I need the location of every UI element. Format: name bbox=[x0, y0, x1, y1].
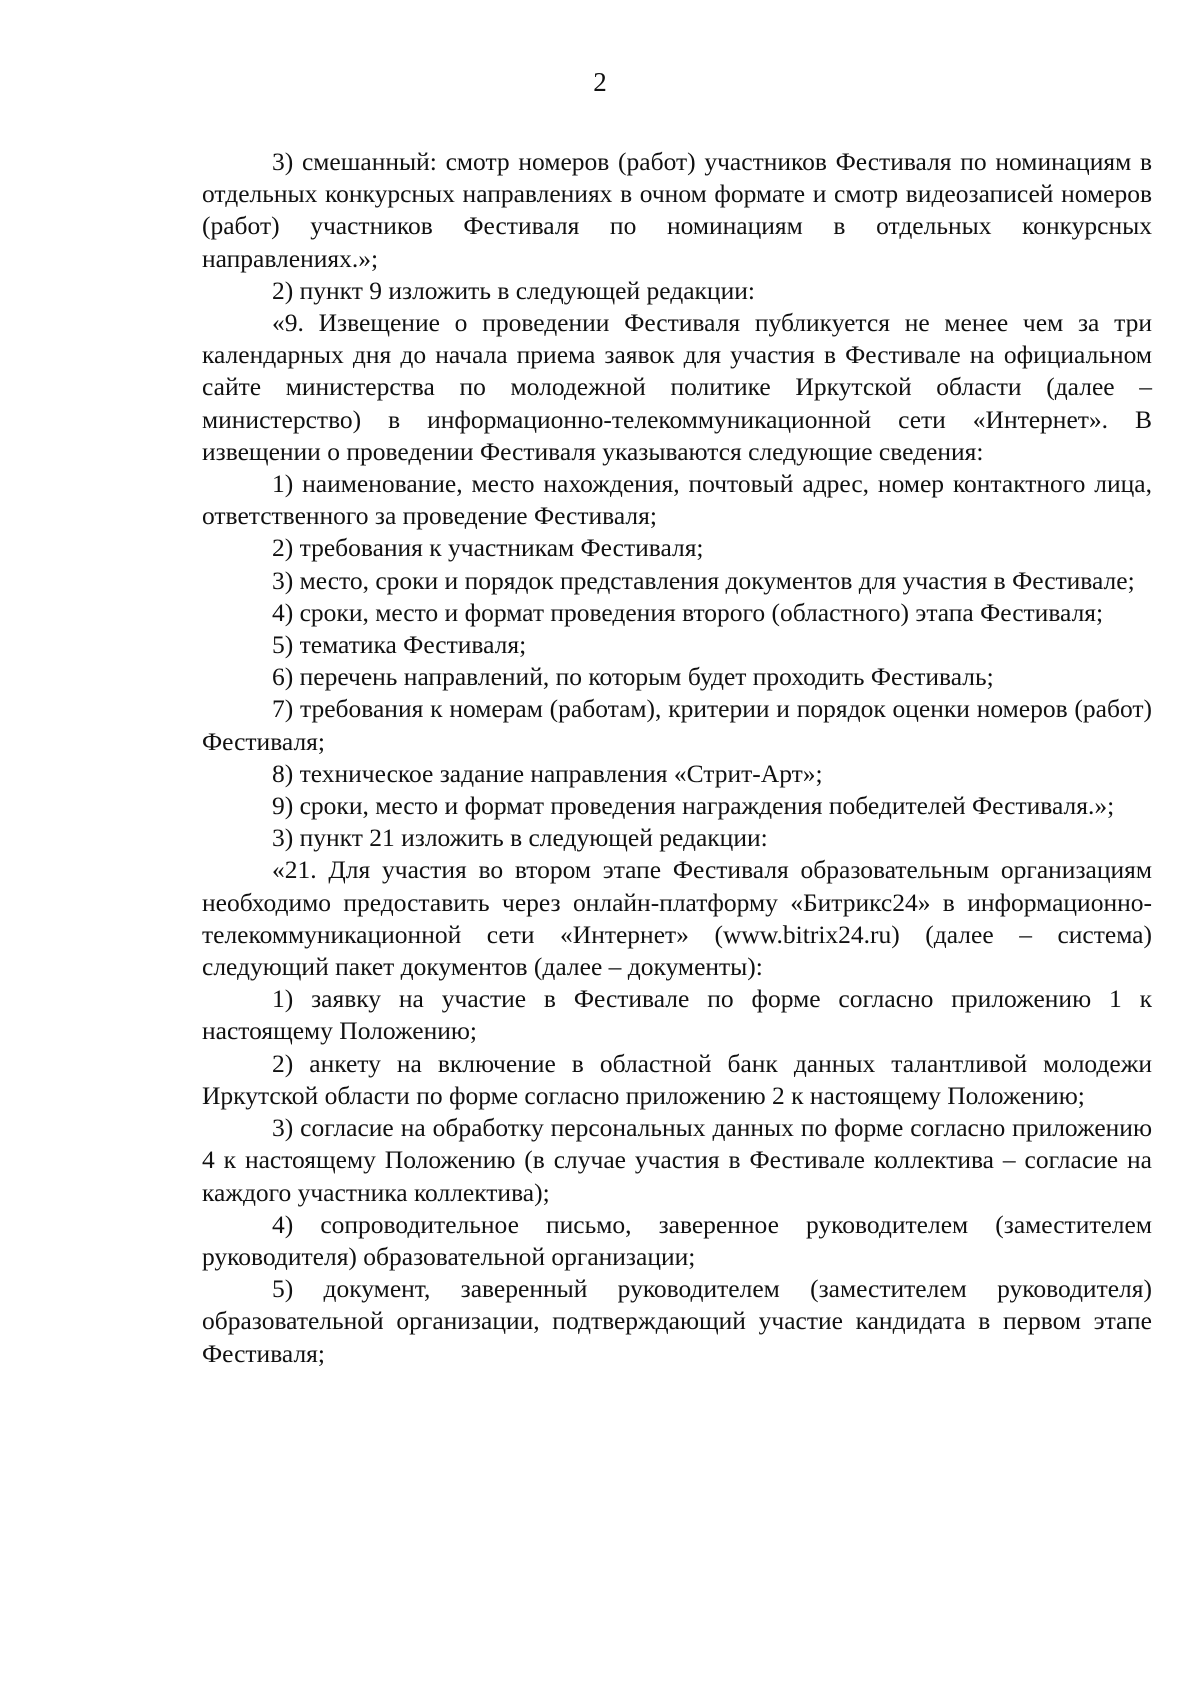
paragraph: 5) тематика Фестиваля; bbox=[272, 630, 527, 660]
paragraph: 5) документ, заверенный руководителем (заместителем руководителя) образовательной организации, подтверждающий участие кандидата в первом этапе Фестиваля; bbox=[202, 1274, 1152, 1368]
paragraph: 8) техническое задание направления «Стрит-Арт»; bbox=[272, 758, 823, 788]
page-number: 2 bbox=[593, 67, 607, 97]
paragraph: 2) требования к участникам Фестиваля; bbox=[272, 533, 704, 563]
paragraph: 3) пункт 21 изложить в следующей редакции: bbox=[272, 823, 768, 853]
paragraph: «21. Для участия во втором этапе Фестиваля образовательным организациям необходимо предоставить через онлайн-платформу «Битрикс24» в информационно-телекоммуникационной сети «Интернет» (www.bitrix24.ru) (далее – система) следующий пакет документов (далее – документы): bbox=[202, 855, 1152, 982]
paragraph: 6) перечень направлений, по которым будет проходить Фестиваль; bbox=[272, 662, 994, 692]
paragraph: 2) пункт 9 изложить в следующей редакции: bbox=[272, 275, 755, 305]
paragraph: 2) анкету на включение в областной банк данных талантливой молодежи Иркутской области по форме согласно приложению 2 к настоящему Положению; bbox=[202, 1048, 1152, 1110]
paragraph: 3) смешанный: смотр номеров (работ) участников Фестиваля по номинациям в отдельных конкурсных направлениях в очном формате и смотр видеозаписей номеров (работ) участников Фестиваля по номинациям в отдельных конкурсных направлениях.»; bbox=[202, 147, 1152, 273]
paragraph: 3) место, сроки и порядок представления документов для участия в Фестивале; bbox=[272, 565, 1135, 595]
paragraph: 9) сроки, место и формат проведения награждения победителей Фестиваля.»; bbox=[272, 791, 1115, 821]
paragraph: 3) согласие на обработку персональных данных по форме согласно приложению 4 к настоящему Положению (в случае участия в Фестивале коллектива – согласие на каждого участника коллектива); bbox=[202, 1113, 1152, 1207]
paragraph: 7) требования к номерам (работам), критерии и порядок оценки номеров (работ) Фестиваля; bbox=[202, 694, 1152, 756]
paragraph: 1) заявку на участие в Фестивале по форме согласно приложению 1 к настоящему Положению; bbox=[202, 984, 1152, 1046]
paragraph: 4) сроки, место и формат проведения второго (областного) этапа Фестиваля; bbox=[272, 597, 1104, 627]
paragraph: 4) сопроводительное письмо, заверенное руководителем (заместителем руководителя) образовательной организации; bbox=[202, 1209, 1152, 1271]
paragraph: «9. Извещение о проведении Фестиваля публикуется не менее чем за три календарных дня до начала приема заявок для участия в Фестивале на официальном сайте министерства по молодежной политике Иркутской области (далее – министерство) в информационно-телекоммуникационной сети «Интернет». В извещении о проведении Фестиваля указываются следующие сведения: bbox=[202, 308, 1152, 466]
paragraph: 1) наименование, место нахождения, почтовый адрес, номер контактного лица, ответственного за проведение Фестиваля; bbox=[202, 469, 1152, 531]
document-body bbox=[202, 146, 1152, 1370]
